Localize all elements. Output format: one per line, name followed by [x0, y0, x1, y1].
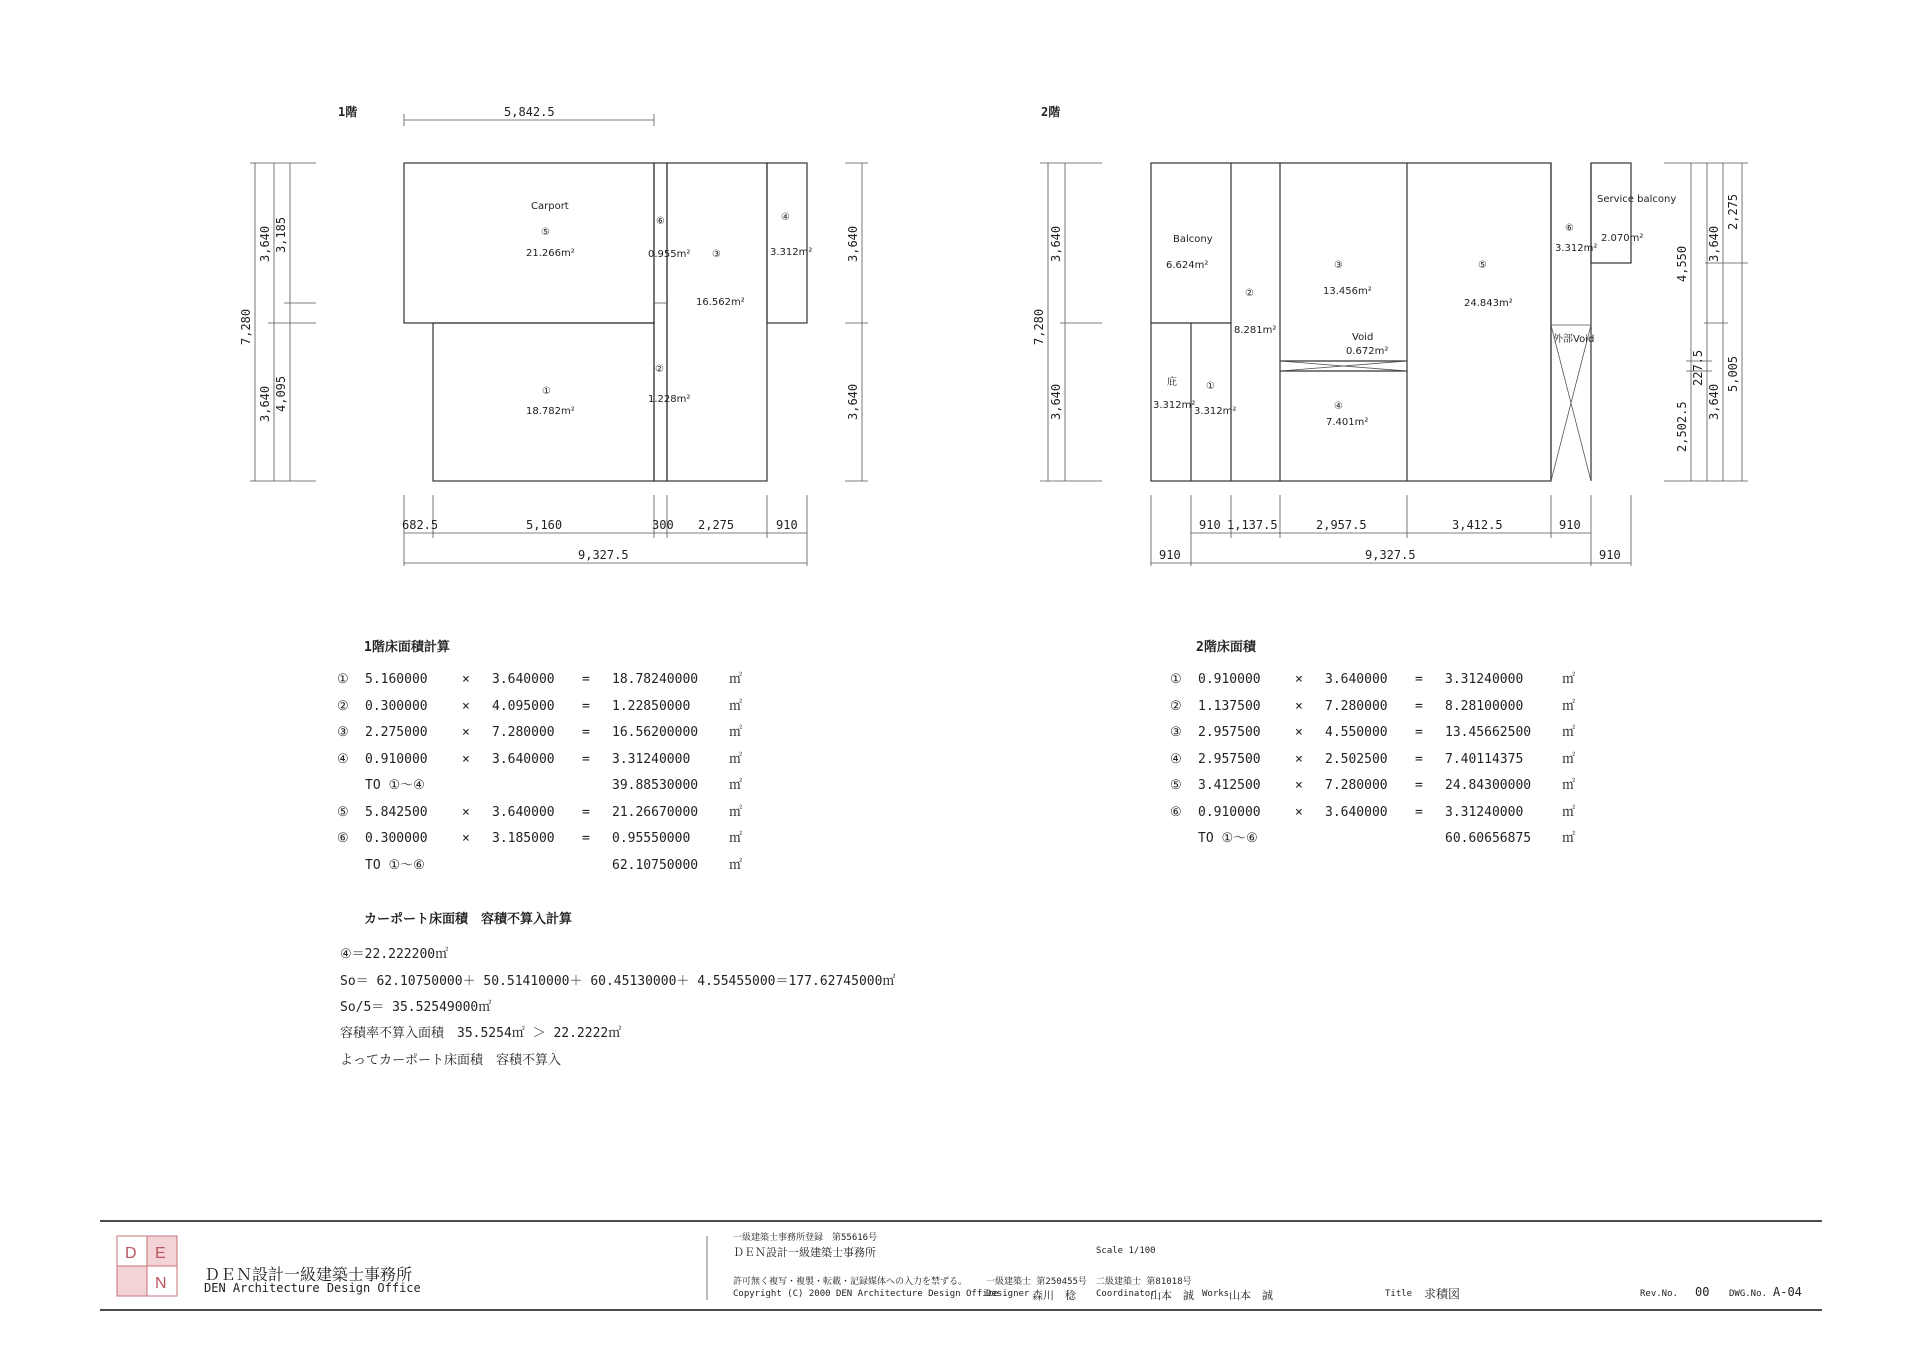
calc-cell-b: 3.640000 — [492, 804, 555, 820]
dim-label: 7,280 — [1032, 308, 1046, 345]
calc-row — [337, 747, 757, 774]
calc-cell-eq: = — [1415, 672, 1423, 687]
room-number: ④ — [781, 212, 790, 223]
dim-label: 3,640 — [1049, 383, 1063, 420]
calc-cell-r: 8.28100000 — [1445, 698, 1524, 714]
floor-plan-1f — [239, 104, 868, 566]
dim-label: 3,640 — [846, 225, 860, 262]
calc-cell-n: ⑤ — [1170, 778, 1182, 793]
dim-label: 4,550 — [1675, 245, 1689, 282]
room-number: ① — [542, 386, 551, 397]
calc-cell-op: × — [1295, 725, 1303, 740]
room-area: 16.562m² — [696, 297, 745, 308]
dim-label: 2,957.5 — [1316, 518, 1367, 532]
floor-plan-2f — [1032, 104, 1748, 566]
calc-cell-a: 2.957500 — [1198, 725, 1261, 740]
room-area: 2.070m² — [1601, 233, 1644, 244]
calc-cell-u: ㎡ — [1562, 725, 1576, 740]
calc-cell-r: 39.88530000 — [612, 778, 699, 793]
dim-label: 9,327.5 — [578, 548, 629, 562]
plan2-title: 2階 — [1041, 105, 1061, 119]
carport-line: ④＝22.222200㎡ — [340, 947, 449, 962]
calc-cell-b: 3.640000 — [1325, 672, 1388, 687]
calc-cell-a: 0.300000 — [365, 698, 428, 714]
room-label: 庇 — [1167, 377, 1177, 388]
calc-cell-b: 4.095000 — [492, 698, 555, 714]
calc-row — [337, 667, 757, 694]
calc-cell-op: × — [462, 831, 470, 846]
calc-cell-r: 0.95550000 — [612, 831, 691, 846]
room-area: 3.312m² — [770, 247, 813, 258]
calc-cell-eq: = — [1415, 698, 1423, 714]
copyright: Copyright (C) 2000 DEN Architecture Design Office — [733, 1289, 999, 1299]
room-label: Void — [1352, 332, 1374, 343]
calc-cell-r: 13.45662500 — [1445, 725, 1532, 740]
dwg-value: A-04 — [1773, 1285, 1802, 1299]
dim-label: 5,842.5 — [504, 105, 555, 119]
dim-label: 3,640 — [1049, 225, 1063, 262]
room-number: ⑥ — [1565, 223, 1574, 234]
dim-label: 682.5 — [402, 518, 439, 532]
room-number: ④ — [1334, 401, 1343, 412]
calc-cell-b: 3.640000 — [492, 751, 555, 767]
calc-row — [337, 720, 757, 747]
dim-label: 910 — [1199, 518, 1221, 532]
calc2-title: 2階床面積 — [1196, 640, 1256, 655]
calc-cell-u: ㎡ — [729, 831, 743, 846]
calc-cell-u: ㎡ — [1562, 672, 1576, 687]
plan1-outline — [404, 163, 807, 481]
room-number: ① — [1206, 381, 1215, 392]
calc-row — [337, 826, 757, 853]
calc-cell-r: 7.40114375 — [1445, 751, 1524, 767]
works-name: 山本 誠 — [1229, 1289, 1273, 1302]
calc-cell-a: 0.910000 — [365, 751, 428, 767]
room-area: 7.401m² — [1326, 417, 1369, 428]
room-number: ⑤ — [1478, 260, 1487, 271]
calc-cell-n: ② — [337, 698, 349, 714]
calc-cell-a: 3.412500 — [1198, 778, 1261, 793]
calc-cell-r: 1.22850000 — [612, 698, 691, 714]
dim-label: 3,412.5 — [1452, 518, 1503, 532]
dim-label: 3,640 — [846, 383, 860, 420]
calc2-table — [1170, 667, 1590, 853]
room-area: 6.624m² — [1166, 260, 1209, 271]
calc-cell-b: 4.550000 — [1325, 725, 1388, 740]
carport-line: よってカーポート床面積 容積不算入 — [340, 1053, 562, 1068]
permission-note: 許可無く複写・複製・転載・記録媒体への入力を禁ずる。 — [733, 1277, 968, 1287]
rev-label: Rev.No. — [1640, 1289, 1678, 1299]
calc-cell-n: ③ — [1170, 725, 1182, 740]
dim-label: 1,137.5 — [1227, 518, 1278, 532]
calc-cell-u: ㎡ — [729, 672, 743, 687]
calc-row — [337, 773, 757, 800]
calc-cell-n: ① — [337, 672, 349, 687]
calc-cell-a: TO ①～④ — [365, 778, 425, 793]
calc-cell-n: ① — [1170, 672, 1182, 687]
room-area: 1.228m² — [648, 394, 691, 405]
title-label: Title — [1385, 1289, 1413, 1299]
dim-label: 4,095 — [274, 375, 288, 412]
calc-cell-r: 21.26670000 — [612, 804, 699, 820]
calc-cell-op: × — [1295, 778, 1303, 793]
logo-letter: N — [155, 1275, 167, 1292]
dim-label: 3,640 — [1707, 383, 1721, 420]
calc-cell-u: ㎡ — [729, 751, 743, 767]
room-area: 13.456m² — [1323, 286, 1372, 297]
calc-cell-op: × — [462, 804, 470, 820]
calc-row — [1170, 694, 1590, 721]
calc-cell-a: 2.275000 — [365, 725, 428, 740]
calc-cell-u: ㎡ — [729, 778, 743, 793]
calc-cell-a: 0.910000 — [1198, 804, 1261, 820]
calc-cell-u: ㎡ — [729, 698, 743, 714]
plan2-dim-bottom — [1151, 495, 1631, 566]
plan1-rooms — [526, 201, 812, 417]
calc1-title: 1階床面積計算 — [364, 640, 450, 655]
designer-name: 森川 稔 — [1032, 1289, 1076, 1302]
plan1-title: 1階 — [338, 105, 358, 119]
calc-row — [1170, 826, 1590, 853]
room-number: ② — [1245, 288, 1254, 299]
dim-label: 910 — [1559, 518, 1581, 532]
plan1-dim-right — [845, 163, 868, 481]
calc-cell-n: ③ — [337, 725, 349, 740]
calc-cell-a: TO ①～⑥ — [1198, 831, 1258, 846]
calc-cell-u: ㎡ — [1562, 778, 1576, 793]
room-label: Balcony — [1173, 234, 1213, 245]
room-number: ② — [655, 364, 664, 375]
calc-cell-u: ㎡ — [1562, 751, 1576, 767]
dim-label: 3,640 — [1707, 225, 1721, 262]
calc-cell-r: 18.78240000 — [612, 672, 699, 687]
logo-letter: E — [155, 1245, 166, 1262]
calc-cell-b: 7.280000 — [1325, 698, 1388, 714]
dim-label: 7,280 — [239, 308, 253, 345]
designer-label: Designer — [986, 1289, 1030, 1299]
dim-label: 910 — [776, 518, 798, 532]
calc-cell-r: 3.31240000 — [1445, 804, 1524, 820]
calc-row — [337, 853, 757, 880]
calc-row — [1170, 747, 1590, 774]
calc-cell-op: × — [1295, 698, 1303, 714]
dim-label: 5,160 — [526, 518, 563, 532]
calc-cell-eq: = — [1415, 751, 1423, 767]
calc-cell-r: 24.84300000 — [1445, 778, 1532, 793]
calc-cell-op: × — [1295, 672, 1303, 687]
calc-cell-n: ② — [1170, 698, 1182, 714]
rev-value: 00 — [1695, 1285, 1710, 1299]
room-label: 外部Void — [1553, 334, 1595, 345]
calc-cell-n: ④ — [1170, 751, 1182, 767]
dim-label: 3,640 — [258, 385, 272, 422]
calc-cell-u: ㎡ — [1562, 831, 1576, 846]
plan2-outline — [1151, 163, 1631, 481]
calc-cell-n: ⑤ — [337, 804, 349, 820]
room-number: ③ — [1334, 260, 1343, 271]
room-area: 24.843m² — [1464, 298, 1513, 309]
calc-cell-n: ⑥ — [1170, 804, 1182, 820]
office-name-en: DEN Architecture Design Office — [204, 1281, 421, 1295]
calc-cell-eq: = — [582, 831, 590, 846]
calc-cell-u: ㎡ — [729, 857, 743, 873]
room-area: 0.955m² — [648, 249, 691, 260]
calc-cell-op: × — [1295, 751, 1303, 767]
calc-cell-u: ㎡ — [729, 725, 743, 740]
dim-label: 5,005 — [1726, 355, 1740, 392]
dim-label: 9,327.5 — [1365, 548, 1416, 562]
calc-cell-b: 3.640000 — [492, 672, 555, 687]
architect-no: 一級建築士 第250455号 — [986, 1277, 1087, 1287]
calc-cell-u: ㎡ — [1562, 698, 1576, 714]
calc-cell-eq: = — [582, 804, 590, 820]
dim-label: 910 — [1159, 548, 1181, 562]
room-label: Carport — [531, 201, 569, 212]
calc-cell-a: TO ①～⑥ — [365, 857, 425, 873]
calc-row — [1170, 667, 1590, 694]
room-area: 3.312m² — [1194, 406, 1237, 417]
works-label: Works — [1202, 1289, 1230, 1299]
calc-row — [1170, 720, 1590, 747]
calc-cell-a: 5.160000 — [365, 672, 428, 687]
dim-label: 2,275 — [698, 518, 735, 532]
calc-cell-b: 7.280000 — [1325, 778, 1388, 793]
calc-cell-a: 2.957500 — [1198, 751, 1261, 767]
office-name-jp: ＤＥＮ設計一級建築士事務所 — [204, 1265, 413, 1284]
calc-cell-n: ④ — [337, 751, 349, 767]
calc-row — [337, 694, 757, 721]
room-area: 18.782m² — [526, 406, 575, 417]
logo-letter: D — [125, 1245, 137, 1262]
plan1-dim-left — [239, 163, 316, 481]
calc-cell-b: 7.280000 — [492, 725, 555, 740]
carport-line: So＝ 62.10750000＋ 50.51410000＋ 60.45130000＋ 4.55455000＝177.62745000㎡ — [340, 974, 896, 989]
room-number: ⑥ — [656, 216, 665, 227]
office-name-2: ＤＥＮ設計一級建築士事務所 — [733, 1246, 876, 1259]
calc-cell-r: 62.10750000 — [612, 857, 699, 873]
carport-line: So/5＝ 35.52549000㎡ — [340, 1000, 492, 1015]
calc-cell-eq: = — [582, 725, 590, 740]
den-logo — [117, 1236, 177, 1296]
calc-cell-op: × — [462, 725, 470, 740]
calc-cell-u: ㎡ — [1562, 804, 1576, 820]
title-value: 求積図 — [1424, 1287, 1461, 1301]
room-number: ③ — [712, 249, 721, 260]
calc-cell-a: 0.300000 — [365, 831, 428, 846]
calc1-table — [337, 667, 757, 879]
calc-cell-a: 0.910000 — [1198, 672, 1261, 687]
calc-cell-n: ⑥ — [337, 831, 349, 846]
dim-label: 2,502.5 — [1675, 401, 1689, 452]
calc-cell-r: 3.31240000 — [1445, 672, 1524, 687]
scale: Scale 1/100 — [1096, 1246, 1156, 1256]
room-area: 0.672m² — [1346, 346, 1389, 357]
calc-cell-b: 3.640000 — [1325, 804, 1388, 820]
room-area: 3.312m² — [1153, 400, 1196, 411]
calc-cell-eq: = — [582, 672, 590, 687]
dim-label: 3,640 — [258, 225, 272, 262]
calc-cell-eq: = — [1415, 804, 1423, 820]
registration: 一級建築士事務所登録 第55616号 — [733, 1233, 878, 1243]
calc-cell-op: × — [462, 672, 470, 687]
plan1-dim-bottom — [402, 495, 807, 566]
room-area: 21.266m² — [526, 248, 575, 259]
room-label: Service balcony — [1597, 194, 1677, 205]
calc-cell-r: 60.60656875 — [1445, 831, 1532, 846]
calc-cell-b: 2.502500 — [1325, 751, 1388, 767]
dwg-label: DWG.No. — [1729, 1289, 1767, 1299]
calc-row — [1170, 800, 1590, 827]
dim-label: 3,185 — [274, 216, 288, 253]
calc-cell-r: 16.56200000 — [612, 725, 699, 740]
plan2-dim-left — [1032, 163, 1102, 481]
calc-cell-u: ㎡ — [729, 804, 743, 820]
dim-label: 910 — [1599, 548, 1621, 562]
carport-line: 容積率不算入面積 35.5254㎡ ＞ 22.2222㎡ — [340, 1026, 622, 1041]
carport-title: カーポート床面積 容積不算入計算 — [364, 912, 573, 927]
calc-row — [337, 800, 757, 827]
room-area: 3.312m² — [1555, 243, 1598, 254]
calc-cell-b: 3.185000 — [492, 831, 555, 846]
coordinator-name: 山本 誠 — [1150, 1289, 1194, 1302]
dim-label: 300 — [652, 518, 674, 532]
calc-cell-op: × — [1295, 804, 1303, 820]
calc-cell-a: 5.842500 — [365, 804, 428, 820]
room-area: 8.281m² — [1234, 325, 1277, 336]
plan2-dim-right — [1664, 163, 1748, 481]
calc-cell-r: 3.31240000 — [612, 751, 691, 767]
calc-row — [1170, 773, 1590, 800]
room-number: ⑤ — [541, 227, 550, 238]
calc-cell-a: 1.137500 — [1198, 698, 1261, 714]
coordinator-label: Coordinator — [1096, 1289, 1156, 1299]
architect-no-2: 二級建築士 第81018号 — [1096, 1277, 1192, 1287]
calc-cell-eq: = — [582, 751, 590, 767]
dim-label: 227.5 — [1691, 349, 1705, 386]
calc-cell-eq: = — [582, 698, 590, 714]
calc-cell-eq: = — [1415, 725, 1423, 740]
calc-cell-op: × — [462, 698, 470, 714]
calc-cell-op: × — [462, 751, 470, 767]
plan1-dim-top — [404, 105, 654, 126]
dim-label: 2,275 — [1726, 193, 1740, 230]
calc-cell-eq: = — [1415, 778, 1423, 793]
